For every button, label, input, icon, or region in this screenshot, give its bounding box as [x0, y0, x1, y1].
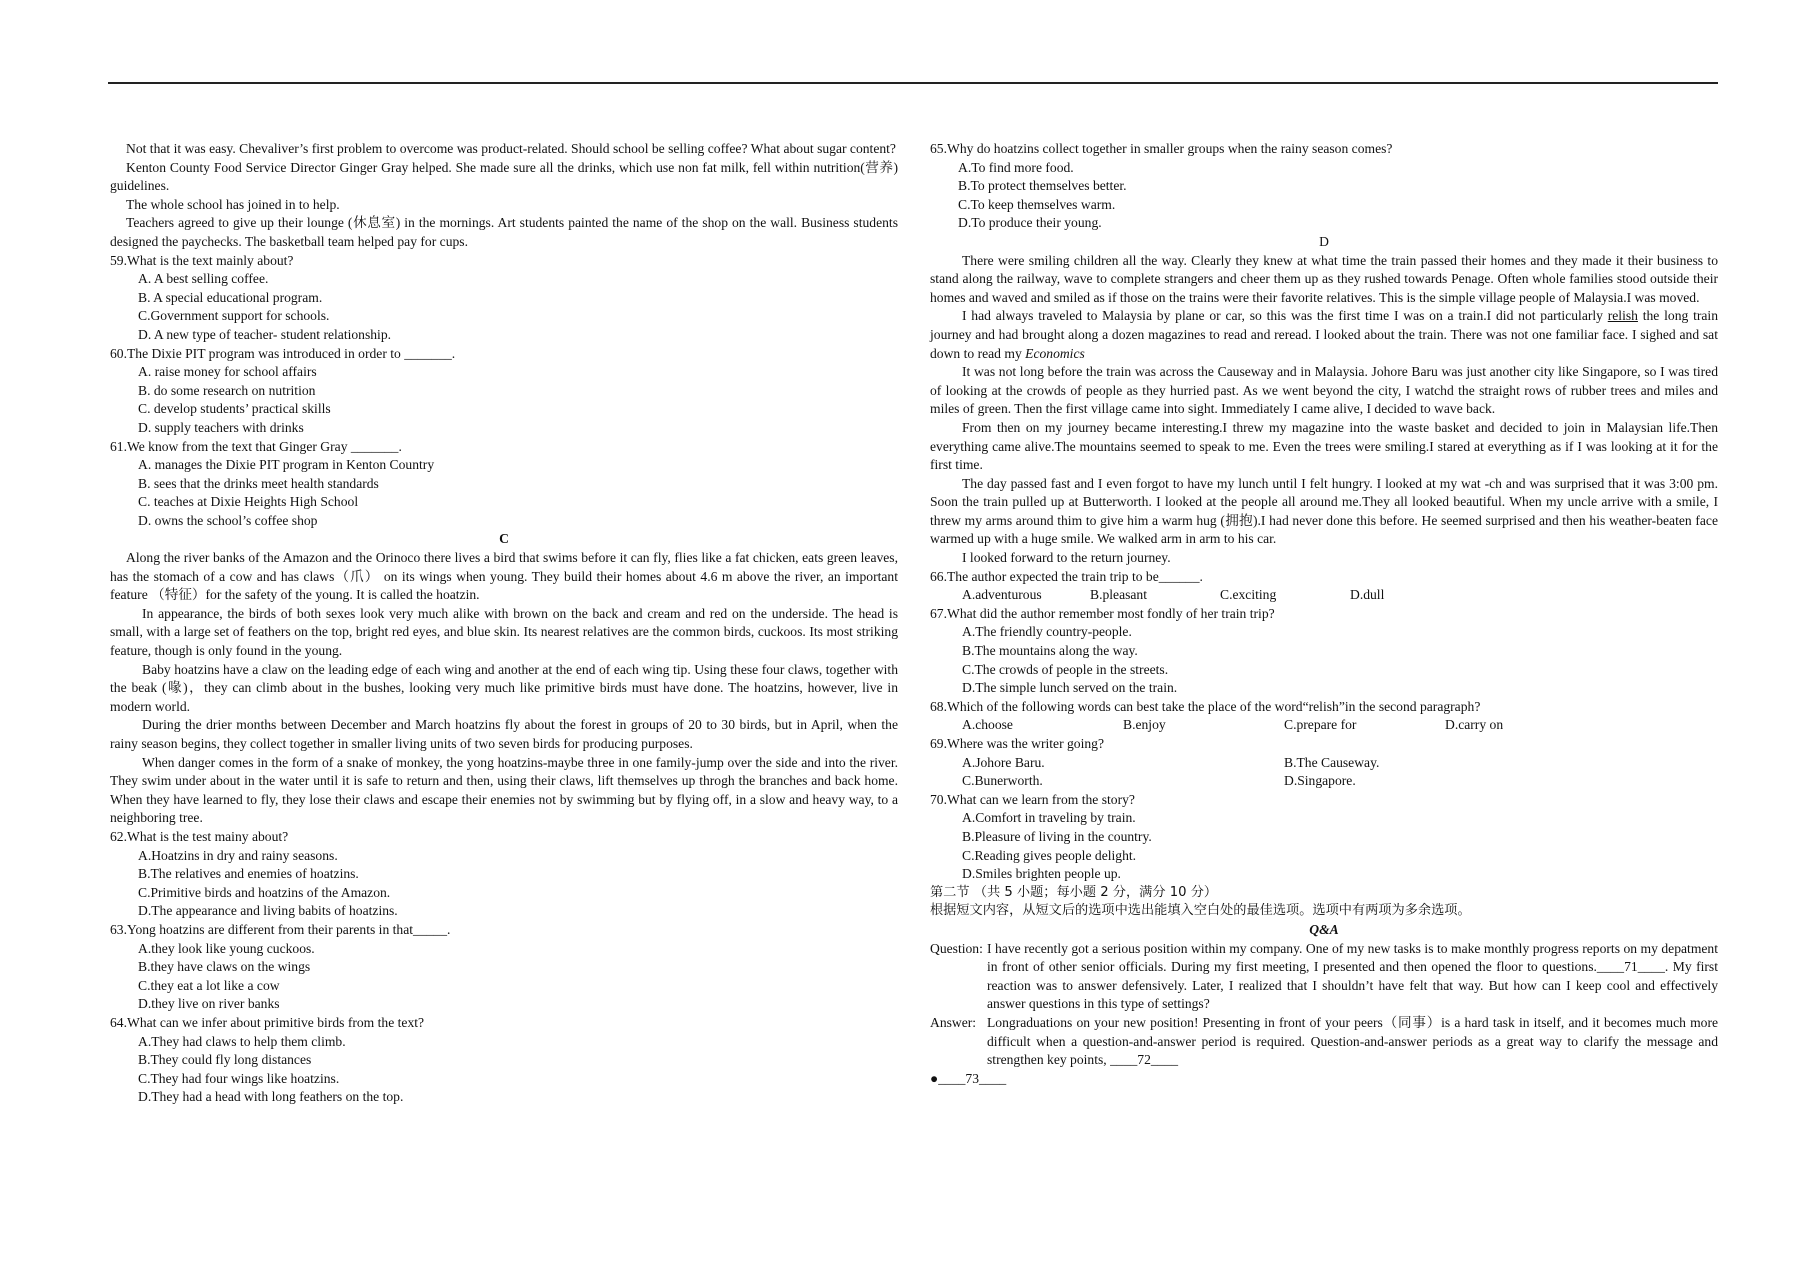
answer-label: Answer: — [930, 1014, 977, 1030]
question-60-option-c: C. develop students’ practical skills — [138, 401, 331, 417]
question-63-option-c: C.they eat a lot like a cow — [138, 977, 280, 993]
paragraph: The day passed fast and I even forgot to have my lunch until I felt hungry. I looked at my wat -ch and was surprised that it was 3:00 pm. Soon the train pulled up at Butterworth. I looked at the people all around me.They all looked beautiful. When my uncle arrive with a smile, I threw my arms around thim to give him a warm hug (拥抱).I had never done this before. He seemed surprised and then his weather-beaten face warmed up with a huge smile. We walked arm in arm to his car. — [930, 475, 1718, 547]
question-59-option-c: C.Government support for schools. — [138, 308, 330, 324]
question-69-option-a: A.Johore Baru. — [962, 754, 1045, 770]
paragraph — [930, 307, 1718, 363]
book-title-economics: Economics — [1025, 345, 1085, 361]
question-68-option-a: A.choose — [962, 717, 1013, 733]
question-68-stem: 68.Which of the following words can best take the place of the word“relish”in the second paragraph? — [930, 698, 1481, 714]
section-d-heading: D — [1319, 233, 1329, 249]
paragraph: Kenton County Food Service Director Ginger Gray helped. She made sure all the drinks, which use non fat milk, fell within nutrition(营养) guidelines. — [110, 159, 898, 194]
question-67-option-c: C.The crowds of people in the streets. — [962, 661, 1169, 677]
paragraph: In appearance, the birds of both sexes look very much alike with brown on the back and cream and red on the underside. The head is small, with a large set of feathers on the top, bright red eyes, and blue skin. Its nearest relatives are the common birds, cuckoos. Its most striking feature, though is only found in the young. — [110, 605, 898, 659]
paragraph: From then on my journey became interesting.I threw my magazine into the waste basket and decided to join in Malaysian life.Then everything came alive.The mountains seemed to speak to me. Even the trees were smiling.I stared at everything as if I was looking at it for the first time. — [930, 419, 1718, 473]
question-68-options — [930, 716, 1718, 735]
question-67-option-d: D.The simple lunch served on the train. — [962, 680, 1178, 696]
question-70-option-a: A.Comfort in traveling by train. — [962, 810, 1136, 826]
question-64-stem: 64.What can we infer about primitive birds from the text? — [110, 1014, 425, 1030]
question-69-options-row-2 — [930, 772, 1718, 791]
question-67-option-a: A.The friendly country-people. — [962, 624, 1132, 640]
question-60-option-b: B. do some research on nutrition — [138, 382, 316, 398]
question-67-stem: 67.What did the author remember most fondly of her train trip? — [930, 605, 1275, 621]
question-66-options — [930, 586, 1718, 605]
question-69-stem: 69.Where was the writer going? — [930, 736, 1105, 751]
section-2-instruction: 根据短文内容，从短文后的选项中选出能填入空白处的最佳选项。选项中有两项为多余选项。 — [930, 903, 1471, 919]
right-column — [930, 140, 1718, 1088]
left-column — [110, 140, 898, 1107]
question-70-stem: 70.What can we learn from the story? — [930, 791, 1135, 807]
blank-72: ____72____ — [1110, 1052, 1179, 1068]
question-66-option-d: D.dull — [1350, 587, 1385, 603]
paragraph: The whole school has joined in to help. — [126, 196, 340, 212]
paragraph: Along the river banks of the Amazon and the Orinoco there lives a bird that swims before it can fly, flies like a fat chicken, eats green leaves, has the stomach of a cow and has claws（爪） on its wings when young. They build their homes about 4.6 m above the river, an important feature （特征）for the safety of the young. It is called the hoatzin. — [110, 550, 898, 603]
question-65-option-a: A.To find more food. — [958, 159, 1074, 175]
question-66-stem: 66.The author expected the train trip to be______. — [930, 568, 1203, 584]
question-61-option-c: C. teaches at Dixie Heights High School — [138, 494, 359, 510]
paragraph: Baby hoatzins have a claw on the leading edge of each wing and another at the end of each wing tip. Using these four claws, together with the beak (喙)，they can climb about in the bushes, looking very much like primitive birds must have done. The hoatzins, however, live in modern world. — [110, 661, 898, 714]
question-59-option-a: A. A best selling coffee. — [138, 271, 269, 287]
question-69-option-b: B.The Causeway. — [1284, 754, 1380, 770]
question-70-option-b: B.Pleasure of living in the country. — [962, 828, 1152, 844]
question-66-option-b: B.pleasant — [1090, 587, 1148, 603]
question-64-option-c: C.They had four wings like hoatzins. — [138, 1070, 340, 1086]
section-2-title: 第二节 （共 5 小题；每小题 2 分，满分 10 分） — [930, 884, 1218, 900]
bullet-item-73 — [930, 1070, 1718, 1089]
question-59-option-b: B. A special educational program. — [138, 289, 323, 305]
question-66-option-c: C.exciting — [1220, 587, 1277, 603]
question-63-stem: 63.Yong hoatzins are different from their parents in that_____. — [110, 921, 451, 937]
question-59-option-d: D. A new type of teacher- student relationship. — [138, 326, 392, 342]
qa-title: Q&A — [1309, 921, 1339, 937]
question-62-option-d: D.The appearance and living babits of hoatzins. — [138, 903, 398, 919]
question-66-option-a: A.adventurous — [962, 587, 1042, 603]
question-61-stem: 61.We know from the text that Ginger Gray _______. — [110, 438, 402, 454]
question-65-stem: 65.Why do hoatzins collect together in smaller groups when the rainy season comes? — [930, 141, 1393, 156]
answer-text-part: Longraduations on your new position! Presenting in front of your peers（同事）is a hard task in itself, and it becomes much more difficult when a question-and-answer period is required. Question-and-answer periods as a great way to clarify the message and strengthen key points, — [987, 1014, 1718, 1068]
question-69-option-c: C.Bunerworth. — [962, 773, 1043, 789]
question-62-option-c: C.Primitive birds and hoatzins of the Amazon. — [138, 884, 391, 900]
question-62-option-a: A.Hoatzins in dry and rainy seasons. — [138, 847, 338, 863]
question-69-options-row-1 — [930, 754, 1718, 773]
question-64-option-a: A.They had claws to help them climb. — [138, 1033, 346, 1049]
paragraph: There were smiling children all the way. Clearly they knew at what time the train passed their homes and they made it their business to stand along the railway, wave to complete strangers and cheer them up as they rushed towards Penage. Often whole families stood outside their homes and waved and smiled as if those on the trains were their favorite relatives. This is the simple village people of Malaysia.I was moved. — [930, 252, 1718, 305]
question-text-part: . My first reaction was to answer defensively. Later, I realized that I shouldn’t have felt that way. But how can I keep cool and effectively answer questions in this type of settings? — [987, 959, 1718, 1012]
question-61-option-d: D. owns the school’s coffee shop — [138, 512, 318, 528]
question-69-option-d: D.Singapore. — [1284, 773, 1356, 789]
blank-71: ____71____ — [1596, 959, 1665, 975]
question-60-option-a: A. raise money for school affairs — [138, 364, 317, 380]
question-60-option-d: D. supply teachers with drinks — [138, 419, 304, 435]
question-67-option-b: B.The mountains along the way. — [962, 643, 1138, 659]
question-65-option-d: D.To produce their young. — [958, 215, 1102, 231]
question-61-option-a: A. manages the Dixie PIT program in Kenton Country — [138, 457, 435, 473]
answer-text — [987, 1014, 1718, 1070]
bullet-icon: ● — [930, 1070, 939, 1086]
question-text-part: I have recently got a serious position within my company. One of my new tasks is to make monthly progress reports on my depatment in front of other senior officials. During my first meeting, I presented and then opened the floor to questions. — [987, 940, 1718, 975]
question-64-option-d: D.They had a head with long feathers on the top. — [138, 1089, 404, 1105]
paragraph: It was not long before the train was across the Causeway and in Malaysia. Johore Baru was just another city like Singapore, so I was tired of looking at the crowds of people as they hurried past. As we went beyond the city, I watchd the straight rows of rubber trees and miles and miles of green. Then the first village came into sight. Immediately I came alive, I decided to wave back. — [930, 364, 1718, 417]
question-63-option-d: D.they live on river banks — [138, 996, 280, 1012]
question-68-option-c: C.prepare for — [1284, 717, 1357, 733]
paragraph-text: I had always traveled to Malaysia by plane or car, so this was the first time I was on a train.I did not particularly — [962, 308, 1608, 324]
question-62-stem: 62.What is the test mainy about? — [110, 828, 289, 844]
question-68-option-b: B.enjoy — [1123, 717, 1166, 733]
header-rule — [108, 82, 1718, 84]
question-70-option-d: D.Smiles brighten people up. — [962, 866, 1121, 882]
question-65-option-c: C.To keep themselves warm. — [958, 196, 1116, 212]
qa-question — [930, 940, 1718, 1014]
question-label: Question: — [930, 940, 983, 956]
paragraph: During the drier months between December and March hoatzins fly about the forest in groups of 20 to 30 birds, but in April, when the rainy season begins, they collect together in smaller living units of two seven birds for producing purposes. — [110, 717, 898, 751]
question-68-option-d: D.carry on — [1445, 717, 1504, 733]
question-text — [987, 940, 1718, 1014]
paragraph: When danger comes in the form of a snake of monkey, the yong hoatzins-maybe three in one family-jump over the side and into the river. They swim under about in the water until it is safe to return and then, using their claws, lift themselves up throgh the branches and back home. When they have learned to fly, they lose their claws and escape their enemies not by swimming but by flying off, in a slow and heavy way, to a neighboring tree. — [110, 754, 898, 826]
paragraph: Teachers agreed to give up their lounge (休息室) in the mornings. Art students painted the name of the shop on the wall. Business students designed the paychecks. The basketball team helped pay for cups. — [110, 215, 898, 249]
qa-answer — [930, 1014, 1718, 1070]
blank-73: ____73____ — [938, 1070, 1007, 1086]
paragraph: Not that it was easy. Chevaliver’s first problem to overcome was product-related. Should school be selling coffee? What about sugar content? — [126, 141, 896, 156]
paragraph-text: the long train journey and had brought along a dozen magazines to read and reread. I looked about the train. There was not one familiar face. I sighed and sat down to read my — [930, 308, 1718, 361]
underlined-word-relish: relish — [1607, 308, 1638, 324]
question-60-stem: 60.The Dixie PIT program was introduced in order to _______. — [110, 345, 456, 361]
question-62-option-b: B.The relatives and enemies of hoatzins. — [138, 866, 359, 882]
paragraph: I looked forward to the return journey. — [962, 550, 1171, 566]
question-64-option-b: B.They could fly long distances — [138, 1052, 312, 1068]
section-c-heading: C — [499, 531, 509, 547]
question-59-stem: 59.What is the text mainly about? — [110, 252, 294, 268]
question-63-option-b: B.they have claws on the wings — [138, 959, 311, 975]
question-61-option-b: B. sees that the drinks meet health standards — [138, 475, 379, 491]
question-65-option-b: B.To protect themselves better. — [958, 178, 1127, 194]
question-63-option-a: A.they look like young cuckoos. — [138, 940, 315, 956]
question-70-option-c: C.Reading gives people delight. — [962, 847, 1137, 863]
